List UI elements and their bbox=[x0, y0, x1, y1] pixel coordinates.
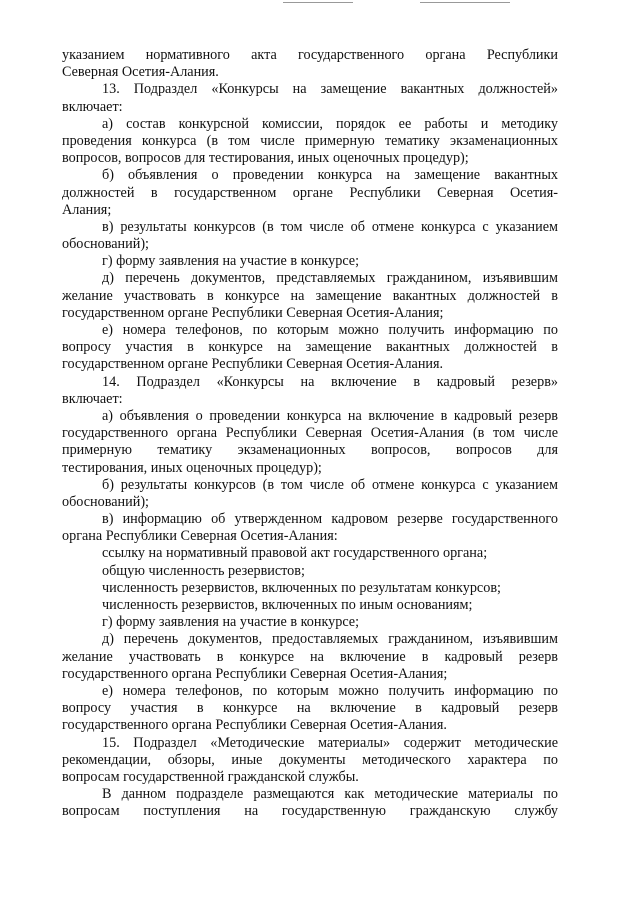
text-line: желание участвовать в конкурсе на замещение вакантных должностей в bbox=[62, 287, 558, 304]
text-line: указанием нормативного акта государственного органа Республики bbox=[62, 47, 558, 63]
text-line: включает: bbox=[62, 390, 123, 407]
text-line: государственного органа Республики Северная Осетия-Алания; bbox=[62, 665, 448, 682]
text-line: Алания; bbox=[62, 201, 112, 218]
text-line: органа Республики Северная Осетия-Алания: bbox=[62, 528, 338, 545]
scan-artifact-line bbox=[420, 2, 510, 3]
text-line: включает: bbox=[62, 98, 123, 115]
text-line: в) информацию об утвержденном кадровом резерве государственного bbox=[102, 511, 558, 528]
text-line: Северная Осетия-Алания. bbox=[62, 64, 219, 81]
text-line: вопросу участия в конкурсе на замещение вакантных должностей в bbox=[62, 339, 558, 356]
text-line: д) перечень документов, предоставляемых гражданином, изъявившим bbox=[102, 631, 558, 648]
text-line: обоснований); bbox=[62, 493, 149, 510]
text-line: общую численность резервистов; bbox=[102, 562, 305, 579]
text-line: вопросов, вопросов для тестирования, иных оценочных процедур); bbox=[62, 150, 469, 167]
text-line: вопросам государственной гражданской службы. bbox=[62, 768, 359, 785]
text-line: ссылку на нормативный правовой акт государственного органа; bbox=[102, 545, 488, 562]
text-line: 15. Подраздел «Методические материалы» содержит методические bbox=[102, 734, 558, 751]
text-line: б) результаты конкурсов (в том числе об отмене конкурса с указанием bbox=[102, 476, 558, 493]
scan-artifact-line bbox=[283, 2, 353, 3]
text-line: обоснований); bbox=[62, 236, 149, 253]
text-line: примерную тематику экзаменационных вопросов, вопросов для bbox=[62, 442, 558, 459]
text-line: государственного органа Республики Северная Осетия-Алания (в том числе bbox=[62, 425, 558, 442]
text-line: в) результаты конкурсов (в том числе об отмене конкурса с указанием bbox=[102, 218, 558, 235]
text-line: численность резервистов, включенных по иным основаниям; bbox=[102, 597, 473, 613]
text-line: проведения конкурса (в том числе примерную тематику экзаменационных bbox=[62, 132, 558, 149]
text-line: государственном органе Республики Северная Осетия-Алания; bbox=[62, 304, 444, 321]
text-line: численность резервистов, включенных по результатам конкурсов; bbox=[102, 579, 501, 596]
text-line: тестирования, иных оценочных процедур); bbox=[62, 459, 322, 476]
text-line: желание участвовать в конкурсе на включение в кадровый резерв bbox=[62, 648, 558, 665]
text-line: рекомендации, обзоры, иные документы методического характера по bbox=[62, 751, 558, 768]
text-line: а) состав конкурсной комиссии, порядок ее работы и методику bbox=[102, 115, 558, 132]
text-line: 13. Подраздел «Конкурсы на замещение вакантных должностей» bbox=[102, 81, 558, 98]
text-line: а) объявления о проведении конкурса на включение в кадровый резерв bbox=[102, 407, 558, 424]
text-line: е) номера телефонов, по которым можно получить информацию по bbox=[102, 322, 558, 338]
text-line: 14. Подраздел «Конкурсы на включение в кадровый резерв» bbox=[102, 373, 558, 390]
text-line: должностей в государственном органе Республики Северная Осетия- bbox=[62, 184, 558, 201]
text-line: г) форму заявления на участие в конкурсе; bbox=[102, 253, 360, 270]
text-line: государственного органа Республики Северная Осетия-Алания. bbox=[62, 717, 447, 734]
document-page bbox=[62, 47, 558, 820]
text-line: д) перечень документов, представляемых гражданином, изъявившим bbox=[102, 270, 558, 287]
text-line: вопросам поступления на государственную гражданскую службу bbox=[62, 803, 558, 820]
text-line: б) объявления о проведении конкурса на замещение вакантных bbox=[102, 167, 558, 184]
text-line: В данном подразделе размещаются как методические материалы по bbox=[102, 786, 558, 803]
text-line: е) номера телефонов, по которым можно получить информацию по bbox=[102, 682, 558, 699]
text-line: государственном органе Республики Северная Осетия-Алания. bbox=[62, 356, 444, 373]
text-line: вопросу участия в конкурсе на включение в кадровый резерв bbox=[62, 700, 558, 717]
text-line: г) форму заявления на участие в конкурсе; bbox=[102, 614, 360, 631]
